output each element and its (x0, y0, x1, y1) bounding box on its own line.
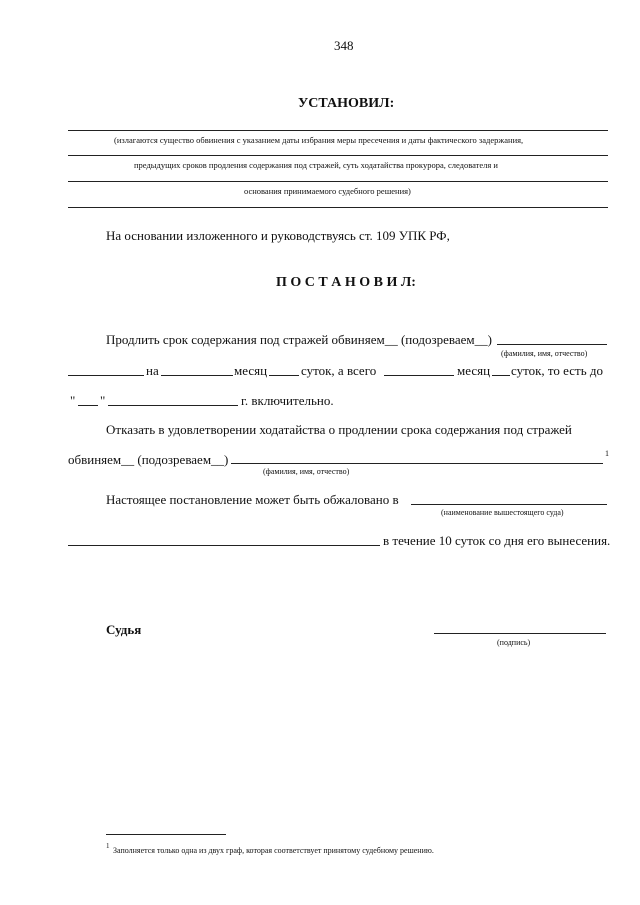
footnote-text: Заполняется только одна из двух граф, которая соответствует принятому судебному решению. (113, 846, 434, 855)
basis-text: На основании изложенного и руководствуясь ст. 109 УПК РФ, (106, 228, 450, 243)
appeal-caption: (наименование вышестоящего суда) (441, 508, 564, 517)
signature-line (434, 633, 606, 634)
fill-line-1 (68, 130, 608, 131)
judge-label: Судья (106, 622, 142, 637)
fill-line-4 (68, 207, 608, 208)
instruction-line-3: основания принимаемого судебного решения) (244, 186, 411, 196)
extend-total-days-line (492, 375, 510, 376)
instruction-line-2: предыдущих сроков продления содержания под стражей, суть ходатайства прокурора, следователя и (134, 160, 498, 170)
extend-month2: месяц (457, 363, 491, 378)
extend-year-incl: г. включительно. (241, 393, 334, 408)
extend-months-line (161, 375, 233, 376)
refuse-text: Отказать в удовлетворении ходатайства о продлении срока содержания под стражей (106, 422, 572, 437)
heading-established: УСТАНОВИЛ: (298, 96, 395, 111)
extend-quote-open: " (70, 393, 76, 408)
extend-days2: суток, то есть до (511, 363, 604, 378)
refuse-name-line (231, 463, 603, 464)
refuse-accused: обвиняем__ (подозреваем__) (68, 452, 229, 467)
signature-caption: (подпись) (497, 638, 531, 647)
instruction-line-1: (излагаются существо обвинения с указанием даты избрания меры пресечения и даты фактического задержания, (114, 135, 524, 145)
refuse-caption: (фамилия, имя, отчество) (263, 467, 350, 476)
refuse-footnote-mark: 1 (605, 449, 609, 458)
extend-quote-close: " (100, 393, 106, 408)
appeal-court-line (411, 504, 607, 505)
footnote-mark: 1 (106, 842, 110, 850)
extend-name-line (497, 344, 607, 345)
extend-days-total: суток, а всего (301, 363, 377, 378)
appeal-period: в течение 10 суток со дня его вынесения. (383, 533, 611, 548)
page-number: 348 (334, 38, 354, 53)
fill-line-3 (68, 181, 608, 182)
appeal-text: Настоящее постановление может быть обжаловано в (106, 492, 399, 507)
extend-caption: (фамилия, имя, отчество) (501, 349, 588, 358)
extend-na: на (146, 363, 159, 378)
extend-total-months-line (384, 375, 454, 376)
heading-decided: П О С Т А Н О В И Л: (276, 275, 416, 290)
extend-date-line (68, 375, 144, 376)
fill-line-2 (68, 155, 608, 156)
extend-day-line (78, 405, 98, 406)
extend-text: Продлить срок содержания под стражей обвиняем__ (подозреваем__) (106, 332, 492, 347)
extend-days-line (269, 375, 299, 376)
footnote-separator (106, 834, 226, 835)
extend-month-line (108, 405, 238, 406)
appeal-court-line-2 (68, 545, 380, 546)
extend-month: месяц (234, 363, 268, 378)
